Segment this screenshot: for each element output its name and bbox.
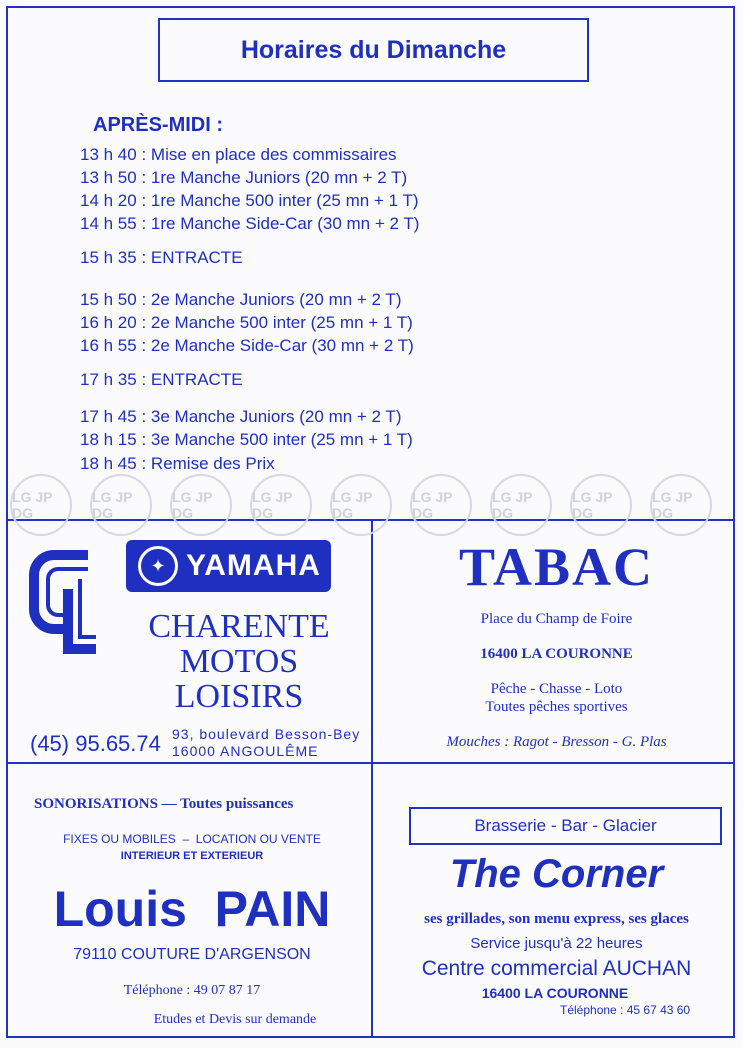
pain-city: 79110 COUTURE D'ARGENSON [73, 946, 311, 963]
watermark-stamp: LG JP DG [490, 474, 552, 536]
schedule-row: 17 h 35 : ENTRACTE [80, 370, 243, 389]
watermark-stamp: LG JP DG [250, 474, 312, 536]
watermark-stamp: LG JP DG [570, 474, 632, 536]
cml-line-1: CHARENTE [148, 608, 330, 645]
schedule-row: 18 h 15 : 3e Manche 500 inter (25 mn + 1 T) [80, 430, 413, 449]
corner-box-label: Brasserie - Bar - Glacier [474, 816, 657, 835]
watermark-stamp: LG JP DG [410, 474, 472, 536]
pain-phone: Téléphone : 49 07 87 17 [123, 983, 261, 998]
section-heading: APRÈS-MIDI : [93, 114, 223, 136]
pain-name: Louis PAIN [53, 881, 331, 937]
corner-phone: Téléphone : 45 67 43 60 [560, 1003, 691, 1017]
pain-note: Etudes et Devis sur demande [153, 1012, 317, 1027]
schedule-row: 16 h 55 : 2e Manche Side-Car (30 mn + 2 T) [80, 336, 414, 355]
schedule-title: Horaires du Dimanche [240, 35, 507, 64]
schedule-title-box [158, 18, 589, 82]
tabac-brands: Mouches : Ragot - Bresson - G. Plas [446, 734, 667, 750]
pain-line-1: FIXES OU MOBILES – LOCATION OU VENTE [63, 832, 321, 846]
tabac-title: TABAC [458, 537, 655, 597]
tabac-products: Pêche - Chasse - Loto [490, 681, 623, 697]
cml-phone: (45) 95.65.74 [30, 731, 161, 756]
watermark-stamp: LG JP DG [330, 474, 392, 536]
tabac-sports: Toutes pêches sportives [485, 699, 628, 715]
schedule-row: 16 h 20 : 2e Manche 500 inter (25 mn + 1 T) [80, 313, 413, 332]
watermark-stamp: LG JP DG [650, 474, 712, 536]
yamaha-badge [126, 540, 331, 592]
yamaha-brand: YAMAHA [186, 549, 321, 582]
watermark-stamp: LG JP DG [90, 474, 152, 536]
schedule-row: 18 h 45 : Remise des Prix [80, 454, 275, 473]
schedule-row: 14 h 55 : 1re Manche Side-Car (30 mn + 2 T) [80, 214, 420, 233]
schedule-row: 13 h 50 : 1re Manche Juniors (20 mn + 2 T) [80, 168, 408, 187]
cml-line-3: LOISIRS [174, 678, 304, 715]
schedule-row: 15 h 50 : 2e Manche Juniors (20 mn + 2 T) [80, 290, 402, 309]
cml-logo [28, 549, 100, 657]
schedule-row: 17 h 45 : 3e Manche Juniors (20 mn + 2 T) [80, 407, 402, 426]
corner-city: 16400 LA COURONNE [481, 985, 629, 1001]
schedule-row: 14 h 20 : 1re Manche 500 inter (25 mn + 1 T) [80, 191, 419, 210]
tuning-fork-icon: ✦ [138, 546, 178, 586]
corner-service: Service jusqu'à 22 heures [470, 935, 643, 952]
corner-tagline: ses grillades, son menu express, ses glaces [424, 911, 689, 927]
watermark-stamp: LG JP DG [170, 474, 232, 536]
cml-address-2: 16000 ANGOULÊME [172, 743, 319, 759]
tabac-city: 16400 LA COURONNE [480, 646, 633, 662]
corner-box [409, 807, 722, 845]
pain-headline: SONORISATIONS — Toutes puissances [34, 796, 294, 812]
schedule-row: 13 h 40 : Mise en place des commissaires [80, 145, 397, 164]
corner-name: The Corner [449, 852, 664, 896]
schedule-row: 15 h 35 : ENTRACTE [80, 248, 243, 267]
cml-address-1: 93, boulevard Besson-Bey [172, 726, 361, 742]
corner-center: Centre commercial AUCHAN [421, 957, 692, 980]
cml-line-2: MOTOS [179, 643, 299, 680]
tabac-place: Place du Champ de Foire [480, 611, 633, 627]
watermark-stamp: LG JP DG [10, 474, 72, 536]
pain-line-2: INTERIEUR ET EXTERIEUR [120, 850, 264, 862]
